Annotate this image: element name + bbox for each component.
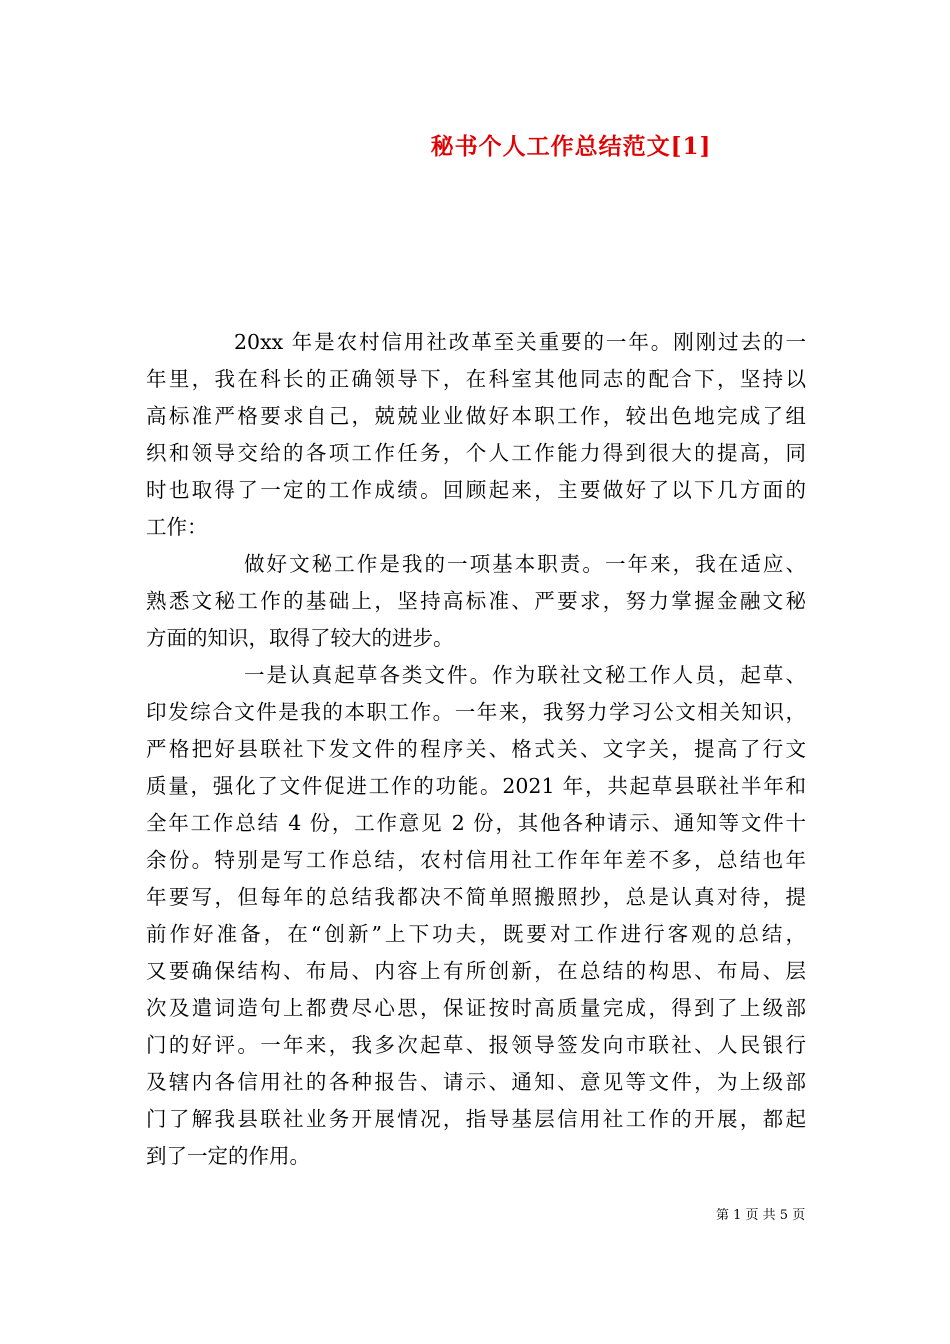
paragraph-drafting [146,657,806,1175]
text-line: 20xx 年是农村信用社改革至关重要的一年。刚刚过去的一 [234,330,806,354]
text-line: 年要写，但每年的总结我都决不简单照搬照抄，总是认真对待，提 [146,885,806,909]
text-line: 年里，我在科长的正确领导下，在科室其他同志的配合下，坚持以 [146,367,806,391]
text-line: 及辖内各信用社的各种报告、请示、通知、意见等文件，为上级部 [146,1070,806,1094]
text-line: 全年工作总结 4 份，工作意见 2 份，其他各种请示、通知等文件十 [146,811,806,835]
text-line: 做好文秘工作是我的一项基本职责。一年来，我在适应、 [244,552,806,576]
text-line: 织和领导交给的各项工作任务，个人工作能力得到很大的提高，同 [146,441,806,465]
text-line: 一是认真起草各类文件。作为联社文秘工作人员，起草、 [244,663,806,687]
text-line: 方面的知识，取得了较大的进步。 [146,626,454,650]
page-footer: 第 1 页 共 5 页 [716,1208,806,1223]
text-line: 时也取得了一定的工作成绩。回顾起来，主要做好了以下几方面的 [146,478,806,502]
text-line: 次及遣词造句上都费尽心思，保证按时高质量完成，得到了上级部 [146,996,806,1020]
text-line: 工作： [146,515,208,539]
text-line: 门了解我县联社业务开展情况，指导基层信用社工作的开展，都起 [146,1107,806,1131]
text-line: 印发综合文件是我的本职工作。一年来，我努力学习公文相关知识， [146,700,806,724]
text-line: 严格把好县联社下发文件的程序关、格式关、文字关，提高了行文 [146,737,806,761]
text-line: 质量，强化了文件促进工作的功能。2021 年，共起草县联社半年和 [146,774,806,798]
text-line: 熟悉文秘工作的基础上，坚持高标准、严要求，努力掌握金融文秘 [146,589,806,613]
document-body [146,324,806,1175]
text-line: 余份。特别是写工作总结，农村信用社工作年年差不多，总结也年 [146,848,806,872]
text-line: 又要确保结构、布局、内容上有所创新，在总结的构思、布局、层 [146,959,806,983]
text-line: 门的好评。一年来，我多次起草、报领导签发向市联社、人民银行 [146,1033,806,1057]
text-line: 到了一定的作用。 [146,1144,310,1168]
paragraph-duty [146,546,806,657]
text-line: 高标准严格要求自己，兢兢业业做好本职工作，较出色地完成了组 [146,404,806,428]
paragraph-intro [146,324,806,546]
text-line: 前作好准备，在“创新”上下功夫，既要对工作进行客观的总结， [146,922,806,946]
document-title: 秘书个人工作总结范文[1] [430,133,712,160]
